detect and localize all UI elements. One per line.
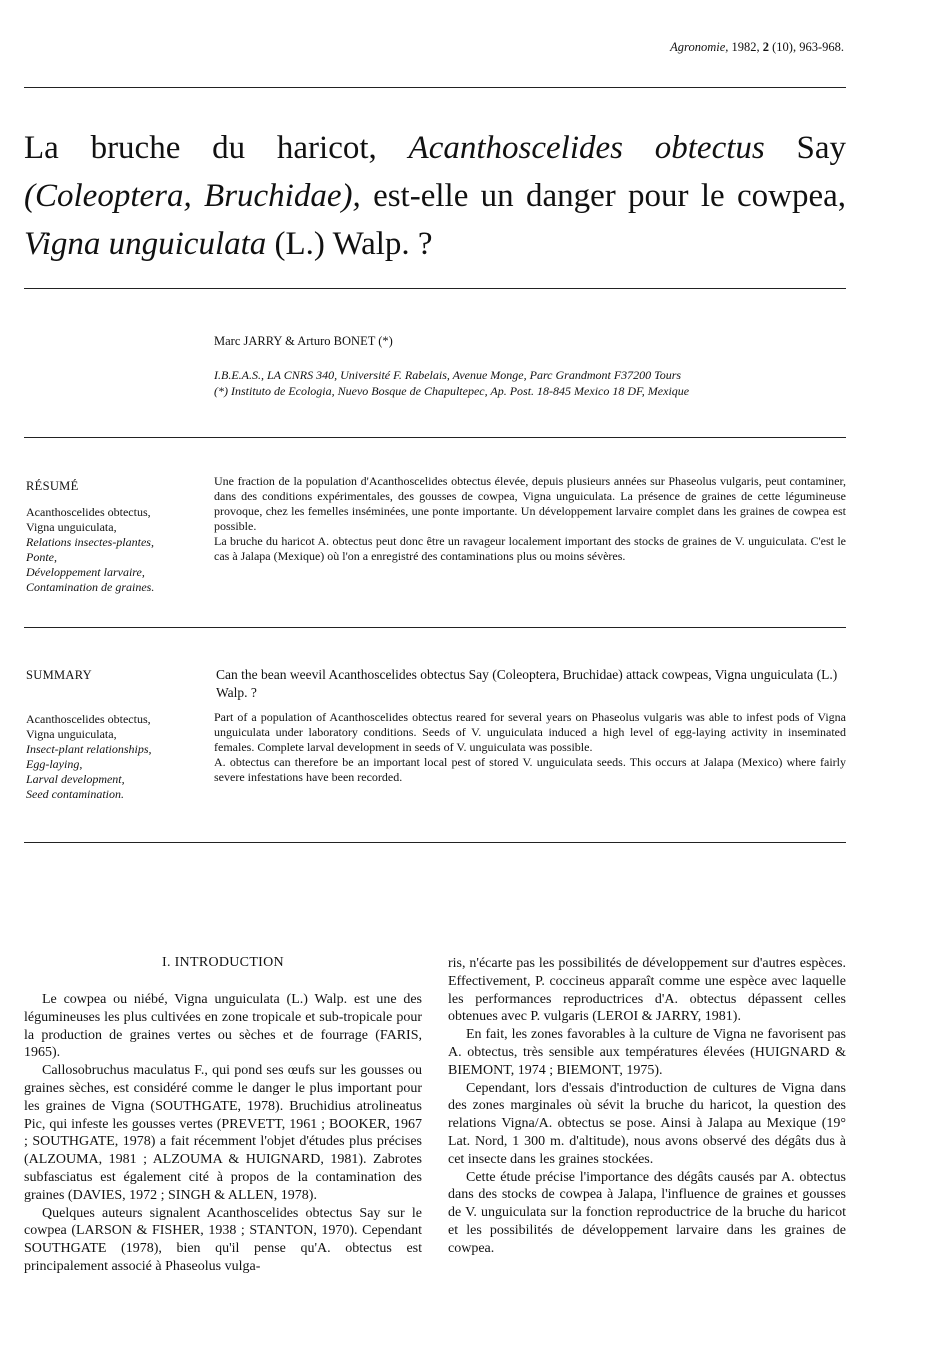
resume-text [214,474,846,564]
resume-keyword: Contamination de graines. [26,580,155,594]
resume-keyword: Ponte, [26,550,57,564]
affiliation-1: I.B.E.A.S., LA CNRS 340, Université F. Rabelais, Avenue Monge, Parc Grandmont F37200 Tours [214,368,682,382]
body-paragraph: Quelques auteurs signalent Acanthoscelides obtectus Say sur le cowpea (LARSON & FISHER, 1938 ; STANTON, 1970). Cependant SOUTHGATE (1978), bien qu'il pense qu'A. obtectus est principalement associé à Phaseolus vulga- [24,1205,422,1274]
summary-keyword: Insect-plant relationships, [26,742,152,756]
section-heading: I. INTRODUCTION [162,955,284,970]
body-paragraph: ris, n'écarte pas les possibilités de développement sur d'autres espèces. Effectivement, P. coccineus apparaît comme une espèce avec laquelle les performances reproductrices d'A. obtectus dépassent celles obtenues avec P. vulgaris (LEROI & JARRY, 1981). [448,956,846,1025]
summary-text [214,710,846,785]
summary-heading: SUMMARY [26,668,93,682]
affiliations [214,367,814,399]
summary-keyword: Larval development, [26,772,125,786]
resume-rule [24,627,846,628]
affiliation-2: (*) Instituto de Ecologia, Nuevo Bosque de Chapultepec, Ap. Post. 18-845 Mexico 18 DF, Mexique [214,384,690,398]
article-title: La bruche du haricot, Acanthoscelides obtectus Say (Coleoptera, Bruchidae), est-elle un danger pour le cowpea, Vigna unguiculata (L.) Walp. ? [24,130,847,262]
summary-paragraph: Part of a population of Acanthoscelides obtectus reared for several years on Phaseolus vulgaris was able to infest pods of Vigna unguiculata under laboratory conditions. Seeds of V. unguiculata induced a high level of egg-laying activity in inseminated females. Complete larval development in seeds of V. unguiculata was possible. [214,710,846,754]
top-rule [24,87,846,88]
english-title: Can the bean weevil Acanthoscelides obtectus Say (Coleoptera, Bruchidae) attack cowpeas, Vigna unguiculata (L.) Walp. ? [216,667,838,700]
resume-paragraph: La bruche du haricot A. obtectus peut donc être un ravageur localement important des stocks de graines de V. unguiculata. C'est le cas à Jalapa (Mexique) où l'on a enregistré des contaminations plus ou moins sévères. [214,534,846,563]
right-column [448,955,846,1258]
body-paragraph: Cependant, lors d'essais d'introduction de cultures de Vigna dans des zones marginales où sévit la bruche du haricot, la question des relations Vigna/A. obtectus se pose. Ainsi à Jalapa au Mexique (19° Lat. Nord, 1 300 m. d'altitude), nous avons observé des dégâts dus à cet insecte dans les graines stockées. [448,1080,846,1167]
left-column [24,991,422,1276]
body-paragraph: Callosobruchus maculatus F., qui pond ses œufs sur les gousses ou graines sèches, est considéré comme le danger le plus important pour les graines de Vigna (SOUTHGATE, 1978). Bruchidius atrolineatus Pic, qui infeste les gousses vertes (PREVETT, 1961 ; BOOKER, 1967 ; SOUTHGATE, 1978) a fait récemment l'objet d'études plus précises (ALZOUMA, 1981 ; ALZOUMA & HUIGNARD, 1981). Zabrotes subfasciatus est également cité à propos de la contamination des graines (DAVIES, 1972 ; SINGH & ALLEN, 1978). [24,1063,422,1203]
summary-rule [24,842,846,843]
resume-heading: RÉSUMÉ [26,479,79,493]
journal-reference: Agronomie, 1982, 2 (10), 963-968. [670,40,844,54]
summary-paragraph: A. obtectus can therefore be an important local pest of stored V. unguiculata seeds. This occurs at Jalapa (Mexico) where fairly severe infestations have been recorded. [214,755,846,784]
resume-keyword: Relations insectes-plantes, [26,535,154,549]
summary-sidebar [26,668,196,802]
title-rule [24,288,846,289]
body-paragraph: En fait, les zones favorables à la culture de Vigna ne favorisent pas A. obtectus, très sensible aux températures élevées (HUIGNARD & BIEMONT, 1974 ; BIEMONT, 1975). [448,1027,846,1078]
resume-keyword: Vigna unguiculata, [26,520,117,534]
body-paragraph: Le cowpea ou niébé, Vigna unguiculata (L.) Walp. est une des légumineuses les plus cultivées en zone tropicale et sub-tropicale pour la production de graines vertes ou sèches et de fourrage (FARIS, 1965). [24,992,422,1061]
summary-keyword: Seed contamination. [26,787,124,801]
authors-rule [24,437,846,438]
resume-paragraph: Une fraction de la population d'Acanthoscelides obtectus élevée, depuis plusieurs années sur Phaseolus vulgaris, peut contaminer, dans des conditions expérimentales, des gousses de cowpea, Vigna unguiculata. La présence de graines de cette légumineuse provoque, chez les femelles inséminées, une ponte importante. Un développement larvaire complet dans les graines de cowpea est possible. [214,474,846,533]
resume-sidebar [26,479,196,595]
resume-keyword: Développement larvaire, [26,565,145,579]
authors: Marc JARRY & Arturo BONET (*) [214,334,393,348]
resume-keyword: Acanthoscelides obtectus, [26,505,151,519]
body-paragraph: Cette étude précise l'importance des dégâts causés par A. obtectus dans des stocks de cowpea à Jalapa, l'influence de graines et gousses de V. unguiculata sur la fonction reproductrice de la bruche du haricot et les possibilités de développement larvaire dans les graines de cowpea. [448,1169,846,1256]
summary-keyword: Vigna unguiculata, [26,727,117,741]
summary-keyword: Egg-laying, [26,757,83,771]
summary-keyword: Acanthoscelides obtectus, [26,712,151,726]
